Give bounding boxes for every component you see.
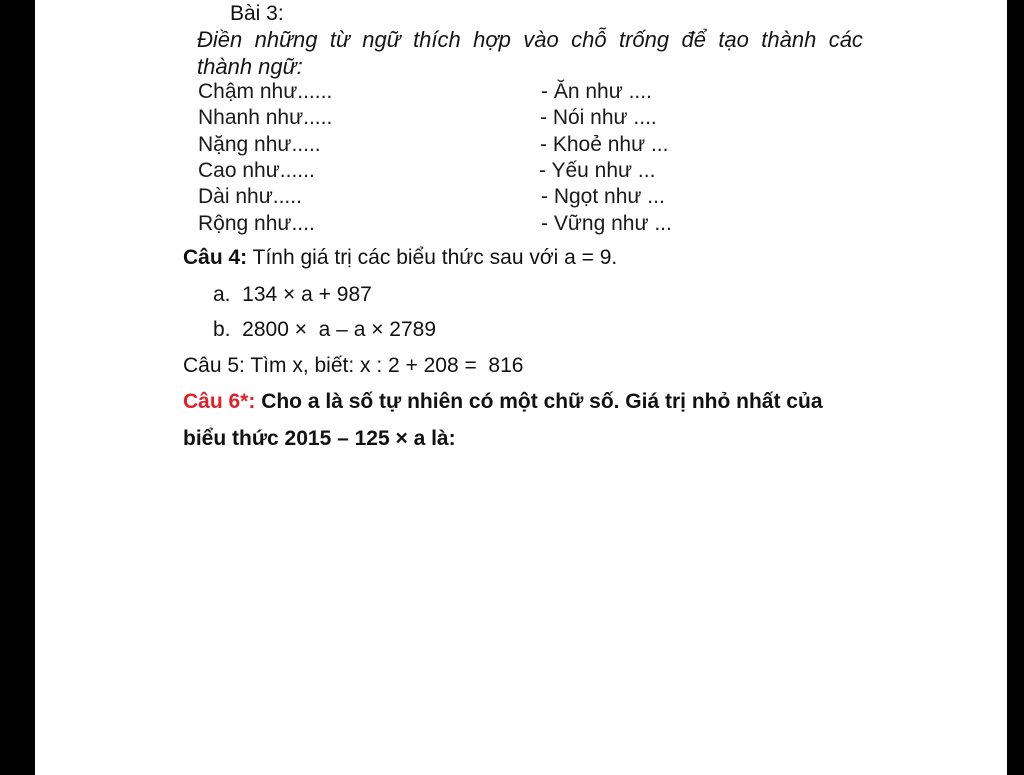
question-4-label: Câu 4: <box>183 246 248 269</box>
instruction-word: những <box>254 27 318 52</box>
document-page <box>35 0 1007 775</box>
instruction-word: thích <box>413 27 461 52</box>
instruction-word: vào <box>523 27 559 52</box>
instruction-word: Điền <box>197 27 243 52</box>
idiom-right-item: - Khoẻ như ... <box>540 133 669 156</box>
idiom-left-item: Nhanh như..... <box>198 106 333 129</box>
question-6-text: Cho a là số tự nhiên có một chữ số. Giá trị nhỏ nhất của <box>255 390 823 413</box>
instruction-word: từ <box>329 27 350 52</box>
question-6-line-1 <box>183 391 823 412</box>
instruction-word: thành <box>761 27 817 52</box>
instruction-word: để <box>681 27 706 52</box>
idiom-left-item: Rộng như.... <box>198 212 315 235</box>
question-4-part-b: b. 2800 × a – a × 2789 <box>213 318 437 341</box>
idiom-right-item: - Ngọt như ... <box>541 185 665 208</box>
exercise-3-title: Bài 3: <box>230 2 284 25</box>
question-4 <box>183 247 617 268</box>
idiom-right-item: - Vững như ... <box>541 212 672 235</box>
idiom-left-item: Nặng như..... <box>198 133 321 156</box>
idiom-left-item: Cao như...... <box>198 159 315 182</box>
instruction-word: chỗ <box>571 27 607 52</box>
instruction-word: ngữ <box>362 27 401 52</box>
idiom-left-item: Chậm như...... <box>198 80 333 103</box>
idiom-right-item: - Yếu như ... <box>539 159 656 182</box>
question-4-text: Tính giá trị các biểu thức sau với a = 9. <box>247 246 618 269</box>
question-5: Câu 5: Tìm x, biết: x : 2 + 208 = 816 <box>183 354 524 377</box>
instruction-word: các <box>828 27 863 52</box>
exercise-3-instruction-line-1 <box>197 29 863 51</box>
idiom-right-item: - Ăn như .... <box>541 80 652 103</box>
idiom-right-item: - Nói như .... <box>540 106 657 129</box>
question-6-line-2: biểu thức 2015 – 125 × a là: <box>183 427 456 450</box>
question-6-label: Câu 6*: <box>183 390 256 413</box>
idiom-left-item: Dài như..... <box>198 185 302 208</box>
instruction-word: hợp <box>473 27 511 52</box>
instruction-word: trống <box>618 27 670 52</box>
instruction-word: tạo <box>718 27 749 52</box>
exercise-3-instruction-line-2: thành ngữ: <box>197 54 303 79</box>
question-4-part-a: a. 134 × a + 987 <box>213 283 372 306</box>
